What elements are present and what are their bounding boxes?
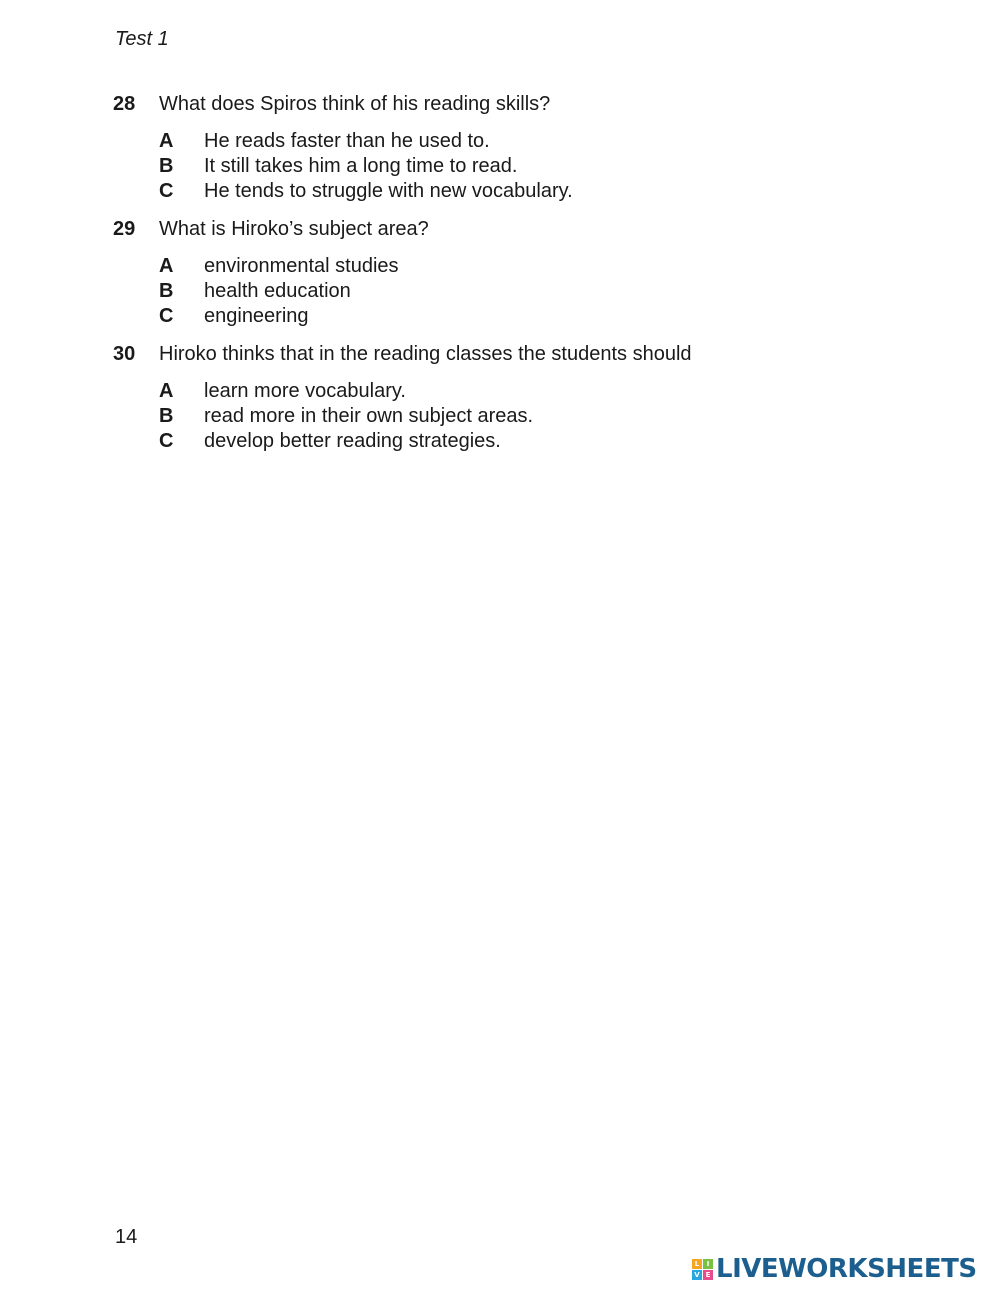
- option-letter: C: [159, 429, 174, 452]
- option-text: He reads faster than he used to.: [204, 130, 490, 152]
- question-29: [113, 217, 813, 328]
- option-text: He tends to struggle with new vocabulary.: [204, 179, 573, 202]
- question-text: Hiroko thinks that in the reading classes the students should: [159, 343, 692, 365]
- logo-mark-cell: I: [703, 1259, 713, 1269]
- option-text: engineering: [204, 304, 309, 327]
- option-a[interactable]: [159, 379, 813, 404]
- option-a[interactable]: [159, 129, 813, 154]
- option-c[interactable]: [159, 304, 813, 329]
- page-header: Test 1: [115, 28, 169, 50]
- option-letter: B: [159, 404, 174, 427]
- liveworksheets-logo[interactable]: [692, 1254, 977, 1284]
- question-text: What is Hiroko’s subject area?: [159, 218, 429, 240]
- option-letter: B: [159, 279, 174, 302]
- logo-mark-cell: V: [692, 1270, 702, 1280]
- option-text: develop better reading strategies.: [204, 429, 501, 452]
- option-text: health education: [204, 279, 351, 302]
- option-text: learn more vocabulary.: [204, 380, 406, 402]
- option-text: read more in their own subject areas.: [204, 404, 534, 427]
- question-number: 29: [113, 218, 136, 240]
- option-list: [113, 254, 813, 328]
- question-number: 30: [113, 343, 136, 365]
- logo-mark-cell: L: [692, 1259, 702, 1269]
- option-text: It still takes him a long time to read.: [204, 154, 518, 177]
- question-30: [113, 342, 813, 453]
- option-b[interactable]: [159, 154, 813, 179]
- option-b[interactable]: [159, 404, 813, 429]
- option-c[interactable]: [159, 179, 813, 204]
- question-text: What does Spiros think of his reading skills?: [159, 93, 551, 115]
- logo-text: LIVEWORKSHEETS: [716, 1254, 977, 1284]
- question-number: 28: [113, 93, 136, 115]
- option-c[interactable]: [159, 429, 813, 454]
- option-letter: A: [159, 380, 174, 402]
- option-letter: A: [159, 255, 174, 277]
- option-letter: A: [159, 130, 174, 152]
- option-list: [113, 129, 813, 203]
- option-list: [113, 379, 813, 453]
- logo-mark-icon: [692, 1259, 713, 1280]
- question-28: [113, 92, 813, 203]
- option-letter: B: [159, 154, 174, 177]
- option-letter: C: [159, 304, 174, 327]
- option-letter: C: [159, 179, 174, 202]
- option-text: environmental studies: [204, 255, 399, 277]
- option-b[interactable]: [159, 279, 813, 304]
- page-number: 14: [115, 1226, 138, 1248]
- logo-mark-cell: E: [703, 1270, 713, 1280]
- option-a[interactable]: [159, 254, 813, 279]
